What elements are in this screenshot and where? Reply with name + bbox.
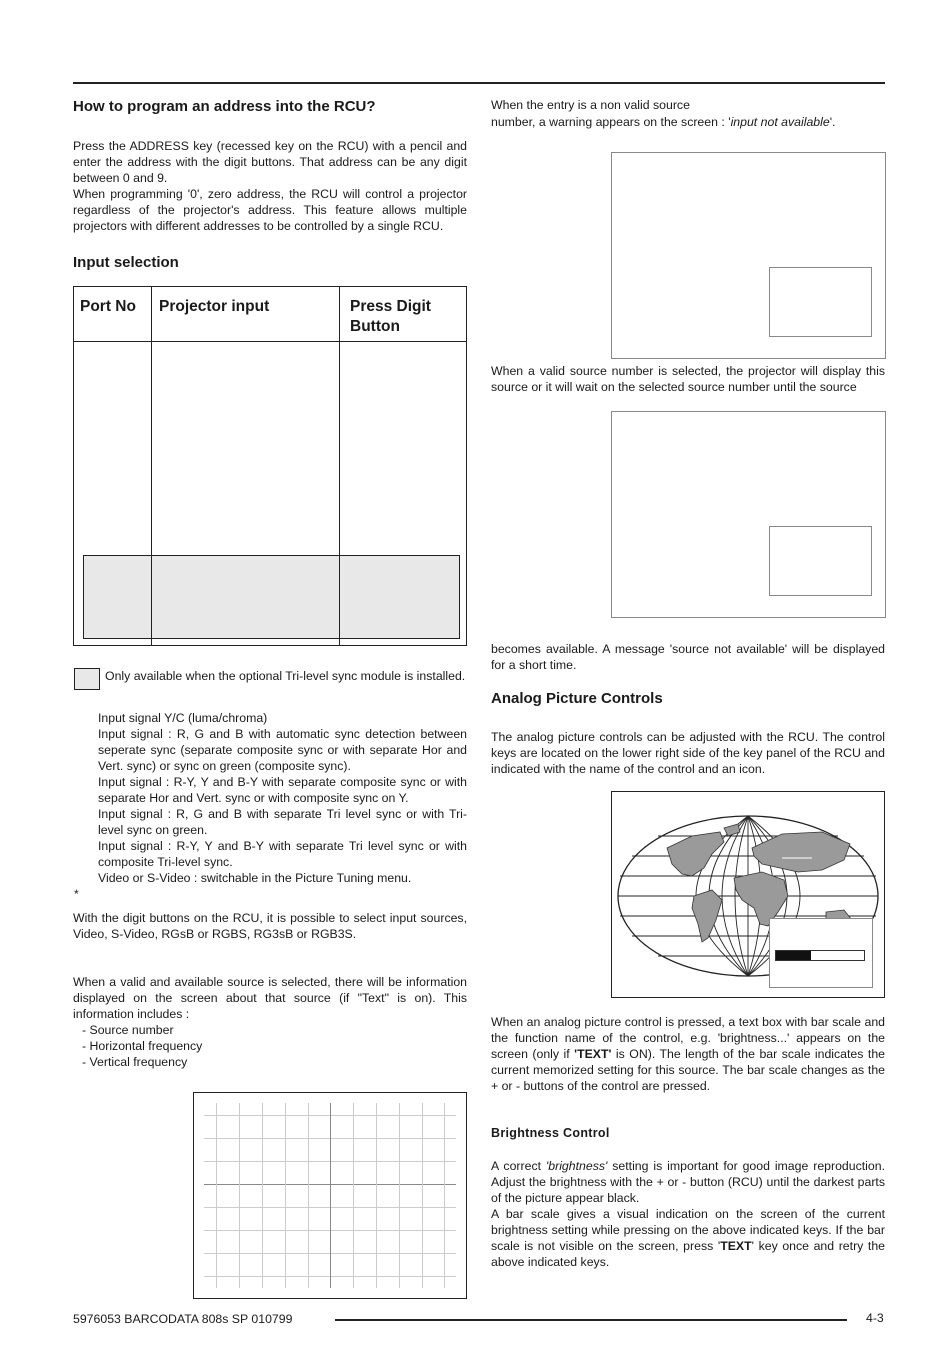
grid-line bbox=[262, 1103, 263, 1288]
signal-item: Input signal : R, G and B with separate Tri level sync or with Tri-level sync on green. bbox=[98, 807, 467, 837]
grid-line bbox=[308, 1103, 309, 1288]
pressed-control-paragraph bbox=[491, 1014, 885, 1094]
table-optional-rows-highlight bbox=[83, 555, 460, 639]
grid-line bbox=[422, 1103, 423, 1288]
highlight-col-divider-2 bbox=[339, 556, 340, 638]
grid-screen-figure bbox=[193, 1092, 467, 1299]
warning-input-not-available: input not available bbox=[730, 115, 830, 129]
address-paragraph-2: When programming '0', zero address, the RCU will control a projector regardless of the projector's address. This feature allows multiple projectors with different addresses to be controlled by a single RCU. bbox=[73, 187, 467, 233]
grid-line bbox=[353, 1103, 354, 1288]
grid-line bbox=[330, 1103, 331, 1288]
address-paragraph-1: Press the ADDRESS key (recessed key on the RCU) with a pencil and enter the address with the digit buttons. That address can be any digit between 0 and 9. bbox=[73, 139, 467, 185]
grid-line bbox=[239, 1103, 240, 1288]
source-info-list bbox=[82, 1022, 382, 1070]
bright-text-e: TEXT bbox=[720, 1239, 752, 1253]
becomes-available-paragraph: becomes available. A message 'source not available' will be displayed for a short time. bbox=[491, 642, 885, 672]
grid-line bbox=[376, 1103, 377, 1288]
signal-item: Input signal : R-Y, Y and B-Y with separate Tri level sync or with composite Tri-level sync. bbox=[98, 839, 467, 869]
bright-text-a: A correct bbox=[491, 1159, 546, 1173]
table-header-press-digit: Press Digit Button bbox=[350, 298, 431, 335]
list-item: - Horizontal frequency bbox=[82, 1039, 203, 1053]
valid-source-paragraph: When a valid source number is selected, the projector will display this source or it will wait on the selected source number until the source bbox=[491, 364, 885, 394]
analog-controls-paragraph: The analog picture controls can be adjusted with the RCU. The control keys are located on the lower right side of the key panel of the RCU and indicated with the name of the control and an icon. bbox=[491, 730, 885, 776]
grid-line bbox=[216, 1103, 217, 1288]
digit-buttons-paragraph: With the digit buttons on the RCU, it is possible to select input sources, Video, S-Video, RGsB or RGBS, RG3sB or RGB3S. bbox=[73, 911, 467, 941]
source-info-paragraph: When a valid and available source is selected, there will be information displayed on the screen about that source (if "Text" is on). This information includes : bbox=[73, 975, 467, 1021]
brightness-paragraph-1 bbox=[491, 1158, 885, 1206]
grid-line bbox=[444, 1103, 445, 1288]
brightness-bar-scale bbox=[775, 950, 865, 961]
pressed-text-b: 'TEXT' bbox=[574, 1047, 612, 1061]
grid-line bbox=[285, 1103, 286, 1288]
source-text-box bbox=[769, 526, 872, 596]
top-rule bbox=[73, 82, 885, 84]
bright-text-d: A bar scale gives a visual indication on the screen of the current brightness setting while pressing on the above indicated keys. If the bar scale is not visible on the screen, press ' bbox=[491, 1207, 885, 1253]
nonvalid-line-1: When the entry is a non valid source bbox=[491, 98, 690, 112]
list-item: - Source number bbox=[82, 1023, 174, 1037]
signal-item-star: Video or S-Video : switchable in the Picture Tuning menu. bbox=[98, 871, 412, 885]
signal-item: Input signal : R-Y, Y and B-Y with separate composite sync or with separate Hor and Vert. sync or with composite sync on Y. bbox=[98, 775, 467, 805]
grid-line bbox=[399, 1103, 400, 1288]
table-header-port-no: Port No bbox=[80, 298, 136, 315]
brightness-text-box bbox=[769, 918, 873, 988]
nonvalid-text-a: number, a warning appears on the screen : ' bbox=[491, 115, 731, 129]
heading-program-address: How to program an address into the RCU? bbox=[73, 98, 376, 115]
screen-figure-warning bbox=[611, 152, 886, 359]
table-header-projector-input: Projector input bbox=[159, 298, 270, 315]
footer-doc-id: 5976053 BARCODATA 808s SP 010799 bbox=[73, 1312, 293, 1326]
star-marker: * bbox=[74, 887, 79, 901]
world-map-figure bbox=[611, 791, 885, 998]
legend-text: Only available when the optional Tri-level sync module is installed. bbox=[105, 669, 466, 683]
heading-brightness-control: Brightness Control bbox=[491, 1126, 610, 1140]
screen-figure-source bbox=[611, 411, 886, 618]
footer-page-number: 4-3 bbox=[866, 1311, 884, 1325]
signal-item: Input signal : R, G and B with automatic sync detection between seperate sync (separate composite sync or with separate Hor and Vert. sync) or sync on green (composite sync). bbox=[98, 727, 467, 773]
brightness-bar-fill bbox=[776, 951, 811, 960]
heading-analog-controls: Analog Picture Controls bbox=[491, 690, 663, 707]
pressed-text-a: When an analog picture control is pressed, a text box with bar scale and the function name of the control, e.g. 'brightness...' appears on the screen (only if bbox=[491, 1015, 885, 1061]
bright-text-c: setting is important for good image reproduction. Adjust the brightness with the + or - button (RCU) until the darkest parts of the picture appear black. bbox=[491, 1159, 885, 1205]
warning-text-box bbox=[769, 267, 872, 337]
heading-input-selection: Input selection bbox=[73, 254, 179, 271]
input-signal-list bbox=[98, 710, 467, 886]
pressed-text-c: is ON). The length of the bar scale indicates the current memorized setting for this source. The bar scale changes as the + or - buttons of the control are pressed. bbox=[491, 1047, 885, 1093]
bright-text-f: ' key once and retry the above indicated keys. bbox=[491, 1239, 886, 1269]
bright-text-b: 'brightness' bbox=[545, 1159, 608, 1173]
input-selection-table bbox=[73, 286, 467, 646]
nonvalid-line-2 bbox=[491, 114, 885, 130]
highlight-col-divider-1 bbox=[151, 556, 152, 638]
legend-gray-swatch bbox=[74, 668, 100, 690]
brightness-paragraph-2 bbox=[491, 1206, 885, 1270]
footer-rule bbox=[335, 1319, 847, 1321]
table-header-divider bbox=[74, 341, 466, 342]
nonvalid-text-c: '. bbox=[829, 115, 836, 129]
signal-item: Input signal Y/C (luma/chroma) bbox=[98, 711, 268, 725]
list-item: - Vertical frequency bbox=[82, 1055, 188, 1069]
